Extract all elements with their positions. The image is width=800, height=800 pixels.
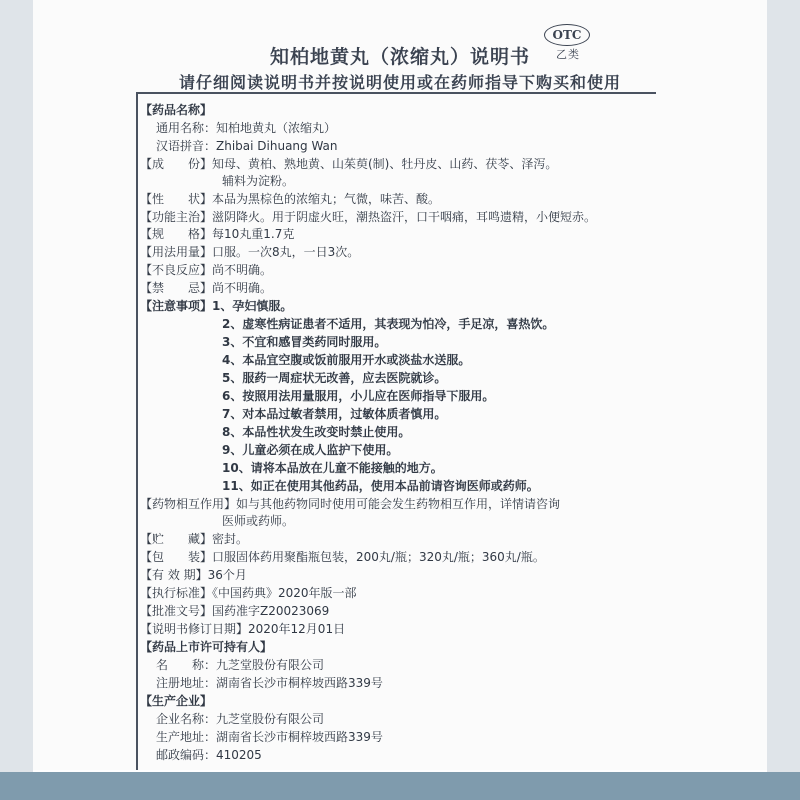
standard: 【执行标准】《中国药典》2020年版一部 bbox=[140, 586, 357, 600]
precaution-2: 2、虚寒性病证患者不适用，其表现为怕冷，手足凉，喜热饮。 bbox=[222, 317, 555, 331]
pinyin-name: 汉语拼音：Zhibai Dihuang Wan bbox=[156, 139, 338, 153]
right-border bbox=[767, 0, 800, 800]
holder-address: 注册地址：湖南省长沙市桐梓坡西路339号 bbox=[156, 676, 383, 690]
precaution-7: 7、对本品过敏者禁用，过敏体质者慎用。 bbox=[222, 407, 447, 421]
top-rule bbox=[136, 92, 656, 94]
contraindications: 【禁 忌】尚不明确。 bbox=[140, 281, 273, 295]
holder-name: 名 称：九芝堂股份有限公司 bbox=[156, 658, 325, 672]
revision-date: 【说明书修订日期】2020年12月01日 bbox=[140, 622, 346, 636]
precaution-10: 10、请将本品放在儿童不能接触的地方。 bbox=[222, 461, 443, 475]
precaution-11: 11、如正在使用其他药品，使用本品前请咨询医师或药师。 bbox=[222, 479, 539, 493]
adverse-reactions: 【不良反应】尚不明确。 bbox=[140, 263, 273, 277]
precaution-1: 【注意事项】1、孕妇慎服。 bbox=[140, 299, 293, 313]
document-title: 知柏地黄丸（浓缩丸）说明书 bbox=[269, 46, 530, 68]
storage: 【贮 藏】密封。 bbox=[140, 532, 249, 546]
section-holder: 【药品上市许可持有人】 bbox=[140, 640, 273, 654]
precaution-9: 9、儿童必须在成人监护下使用。 bbox=[222, 443, 399, 457]
indications: 【功能主治】滋阴降火。用于阴虚火旺，潮热盗汗，口干咽痛，耳鸣遗精，小便短赤。 bbox=[140, 210, 597, 224]
specification: 【规 格】每10丸重1.7克 bbox=[140, 227, 295, 241]
bottom-band bbox=[0, 772, 800, 800]
section-manufacturer: 【生产企业】 bbox=[140, 694, 213, 708]
generic-name: 通用名称：知柏地黄丸（浓缩丸） bbox=[156, 121, 337, 135]
manufacturer-name: 企业名称：九芝堂股份有限公司 bbox=[156, 712, 325, 726]
precaution-8: 8、本品性状发生改变时禁止使用。 bbox=[222, 425, 411, 439]
excipients: 辅料为淀粉。 bbox=[222, 174, 295, 188]
drug-interactions: 【药物相互作用】如与其他药物同时使用可能会发生药物相互作用，详情请咨询 bbox=[140, 497, 561, 511]
postal-code: 邮政编码：410205 bbox=[156, 748, 262, 762]
left-rule bbox=[136, 92, 138, 770]
manufacturer-address: 生产地址：湖南省长沙市桐梓坡西路339号 bbox=[156, 730, 383, 744]
packaging: 【包 装】口服固体药用聚酯瓶包装，200丸/瓶；320丸/瓶；360丸/瓶。 bbox=[140, 550, 545, 564]
shelf-life: 【有 效 期】36个月 bbox=[140, 568, 247, 582]
ingredients: 【成 份】知母、黄柏、熟地黄、山茱萸(制)、牡丹皮、山药、茯苓、泽泻。 bbox=[140, 157, 558, 171]
dosage: 【用法用量】口服。一次8丸，一日3次。 bbox=[140, 245, 360, 259]
precaution-5: 5、服药一周症状无改善，应去医院就诊。 bbox=[222, 371, 447, 385]
section-drug-name: 【药品名称】 bbox=[140, 103, 213, 117]
precaution-3: 3、不宜和感冒类药同时服用。 bbox=[222, 335, 387, 349]
document-subtitle: 请仔细阅读说明书并按说明使用或在药师指导下购买和使用 bbox=[178, 73, 621, 92]
left-border bbox=[0, 0, 33, 800]
approval-number: 【批准文号】国药准字Z20023069 bbox=[140, 604, 330, 618]
precaution-6: 6、按照用法用量服用，小儿应在医师指导下服用。 bbox=[222, 389, 495, 403]
precaution-4: 4、本品宜空腹或饭前服用开水或淡盐水送服。 bbox=[222, 353, 471, 367]
otc-badge: OTC bbox=[544, 24, 590, 46]
appearance: 【性 状】本品为黑棕色的浓缩丸；气微，味苦、酸。 bbox=[140, 192, 441, 206]
otc-class-label: 乙类 bbox=[556, 48, 580, 61]
drug-interactions-cont: 医师或药师。 bbox=[222, 514, 295, 528]
